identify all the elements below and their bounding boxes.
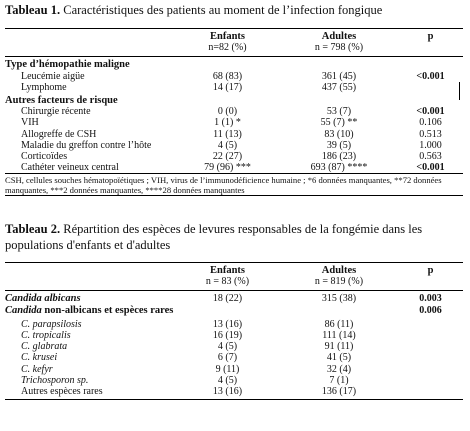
table1-cell-adults: 437 (55)	[321, 81, 357, 93]
table2-row-label: Trichosporon sp.	[21, 374, 89, 386]
table1-section2-title: Autres facteurs de risque	[5, 95, 118, 107]
table1-header-adults: Adultes	[321, 31, 357, 42]
table2-cell-adults: 41 (5)	[326, 352, 352, 364]
table1-cell-p: 0.106	[419, 117, 442, 129]
table2-cell-adults: 315 (38)	[321, 293, 357, 305]
table1-cell-children: 79 (96) ***	[204, 162, 251, 174]
table2-header-children: Enfants	[209, 265, 245, 276]
table1-section-row	[5, 93, 463, 106]
table1-row-label: Leucémie aigüe	[21, 70, 85, 82]
table-row	[5, 106, 463, 117]
table1-footnote-row	[5, 174, 463, 196]
table1-row-label: Chirurgie récente	[21, 106, 91, 118]
table2-caption-label: Tableau 2.	[5, 222, 61, 236]
table1-cell-adults: 361 (45)	[321, 70, 357, 82]
table1-cell-p	[398, 82, 463, 93]
table-row	[5, 117, 463, 128]
table1-cell-adults: 55 (7) **	[320, 117, 358, 129]
table1-header-empty	[5, 29, 175, 43]
table1-caption	[5, 2, 382, 18]
table2-header-n-row	[5, 276, 463, 291]
table1-cell-p: <0.001	[416, 70, 445, 82]
table1-row-label: Cathéter veineux central	[21, 162, 119, 174]
table2-header-row	[5, 263, 463, 277]
table1-cell-children: 1 (1) *	[214, 117, 241, 129]
table2-cell-p: 0.003	[419, 293, 442, 305]
table2-row-label: C. kefyr	[21, 363, 53, 375]
table1-header-adults-n: n = 798 (%)	[314, 42, 364, 54]
table1-row-label: Allogreffe de CSH	[21, 128, 97, 140]
table2-header-empty	[5, 263, 175, 277]
table1	[5, 28, 463, 196]
table-row	[5, 129, 463, 140]
table2-row-label: Candida albicans	[5, 293, 81, 305]
table2-row-label: C. parapsilosis	[21, 318, 82, 330]
table1-cell-children: 4 (5)	[217, 139, 238, 151]
table2-row-label: Autres espèces rares	[21, 386, 103, 398]
table2-cell-children: 4 (5)	[217, 341, 238, 353]
table2-cell-children: 16 (19)	[212, 330, 243, 342]
table1-cell-p: <0.001	[416, 106, 445, 118]
table2-header-adults: Adultes	[321, 265, 357, 276]
table2-row-label: C. glabrata	[21, 341, 68, 353]
table-row	[5, 364, 463, 375]
table1-cell-p: 0.513	[419, 128, 442, 140]
table1-cell-adults: 693 (87) ****	[310, 162, 368, 174]
table-row	[5, 305, 463, 316]
table1-cell-adults: 83 (10)	[324, 128, 354, 140]
table-row	[5, 162, 463, 174]
table1-cell-children: 14 (17)	[212, 81, 243, 93]
table2-cell-children: 18 (22)	[212, 293, 243, 305]
table-row	[5, 316, 463, 330]
table1-cell-adults: 53 (7)	[326, 106, 352, 118]
table1-cell-children: 0 (0)	[217, 106, 238, 118]
table1-footnote: CSH, cellules souches hématopoïétiques ; VIH, virus de l’immunodéficience humaine ; *6 données manquantes, **72 données manquantes, ***2 données manquantes, ****28 données manquantes	[5, 175, 442, 196]
table1-row-label: Lymphome	[21, 81, 67, 93]
table1-caption-label: Tableau 1.	[5, 3, 61, 17]
table1-header-children: Enfants	[209, 31, 245, 42]
table1-cell-children: 68 (83)	[212, 70, 243, 82]
table2-header-children-n: n = 83 (%)	[205, 276, 250, 288]
table1-cell-children: 11 (13)	[213, 128, 242, 140]
table1-header-p: p	[427, 31, 434, 42]
table1-row-label: Maladie du greffon contre l’hôte	[21, 139, 152, 151]
table2-cell-children: 4 (5)	[217, 374, 238, 386]
table-row	[5, 386, 463, 400]
table1-row-label: Corticoïdes	[21, 151, 68, 163]
table-row	[5, 352, 463, 363]
table2	[5, 262, 463, 400]
table1-cell-adults: 186 (23)	[321, 151, 357, 163]
table2-row-label: C. tropicalis	[21, 330, 71, 342]
table-row	[5, 71, 463, 82]
table-row	[5, 330, 463, 341]
table2-cell-children: 13 (16)	[212, 318, 243, 330]
table1-cell-children: 22 (27)	[212, 151, 243, 163]
table1-cell-p: 0.563	[419, 151, 442, 163]
table1-cell-p: <0.001	[416, 162, 445, 174]
table1-section1-title: Type d’hémopathie maligne	[5, 59, 130, 71]
table1-section-row	[5, 57, 463, 71]
table2-row-label-italic: Candida	[5, 304, 42, 316]
table2-row-label: C. krusei	[21, 352, 58, 364]
table2-cell-adults: 7 (1)	[329, 374, 349, 386]
table-row	[5, 341, 463, 352]
table2-cell-p: 0.006	[419, 304, 442, 316]
table2-header-p: p	[427, 265, 434, 276]
table-row	[5, 151, 463, 162]
table1-cell-adults: 39 (5)	[326, 139, 352, 151]
table2-row-label	[5, 305, 398, 316]
table2-cell-adults: 32 (4)	[326, 363, 352, 375]
table1-row-label: VIH	[21, 117, 39, 129]
table1-caption-text: Caractéristiques des patients au moment de l’infection fongique	[60, 3, 383, 17]
table1-cell-p: 1.000	[419, 139, 442, 151]
table2-cell-adults: 136 (17)	[321, 386, 357, 398]
table-row	[5, 82, 463, 93]
table2-cell-adults: 111 (14)	[322, 330, 356, 342]
table1-header-children-n: n=82 (%)	[208, 42, 247, 54]
table2-cell-children: 13 (16)	[212, 386, 243, 398]
table2-cell-adults: 91 (11)	[324, 341, 354, 353]
table2-cell-children: 9 (11)	[215, 363, 240, 375]
table1-right-edge-line	[459, 82, 460, 100]
table1-header-n-row	[5, 42, 463, 57]
table2-row-label-rest: non-albicans et espèces rares	[41, 304, 174, 316]
table-row	[5, 375, 463, 386]
table-row	[5, 291, 463, 305]
table1-header-row	[5, 29, 463, 43]
table2-header-adults-n: n = 819 (%)	[314, 276, 364, 288]
table-row	[5, 140, 463, 151]
table2-caption-text: Répartition des espèces de levures responsables de la fongémie dans les populations d'enfants et d'adultes	[5, 222, 423, 252]
table2-cell-adults: 86 (11)	[324, 318, 354, 330]
table2-cell-children: 6 (7)	[217, 352, 238, 364]
table2-caption	[5, 221, 465, 253]
